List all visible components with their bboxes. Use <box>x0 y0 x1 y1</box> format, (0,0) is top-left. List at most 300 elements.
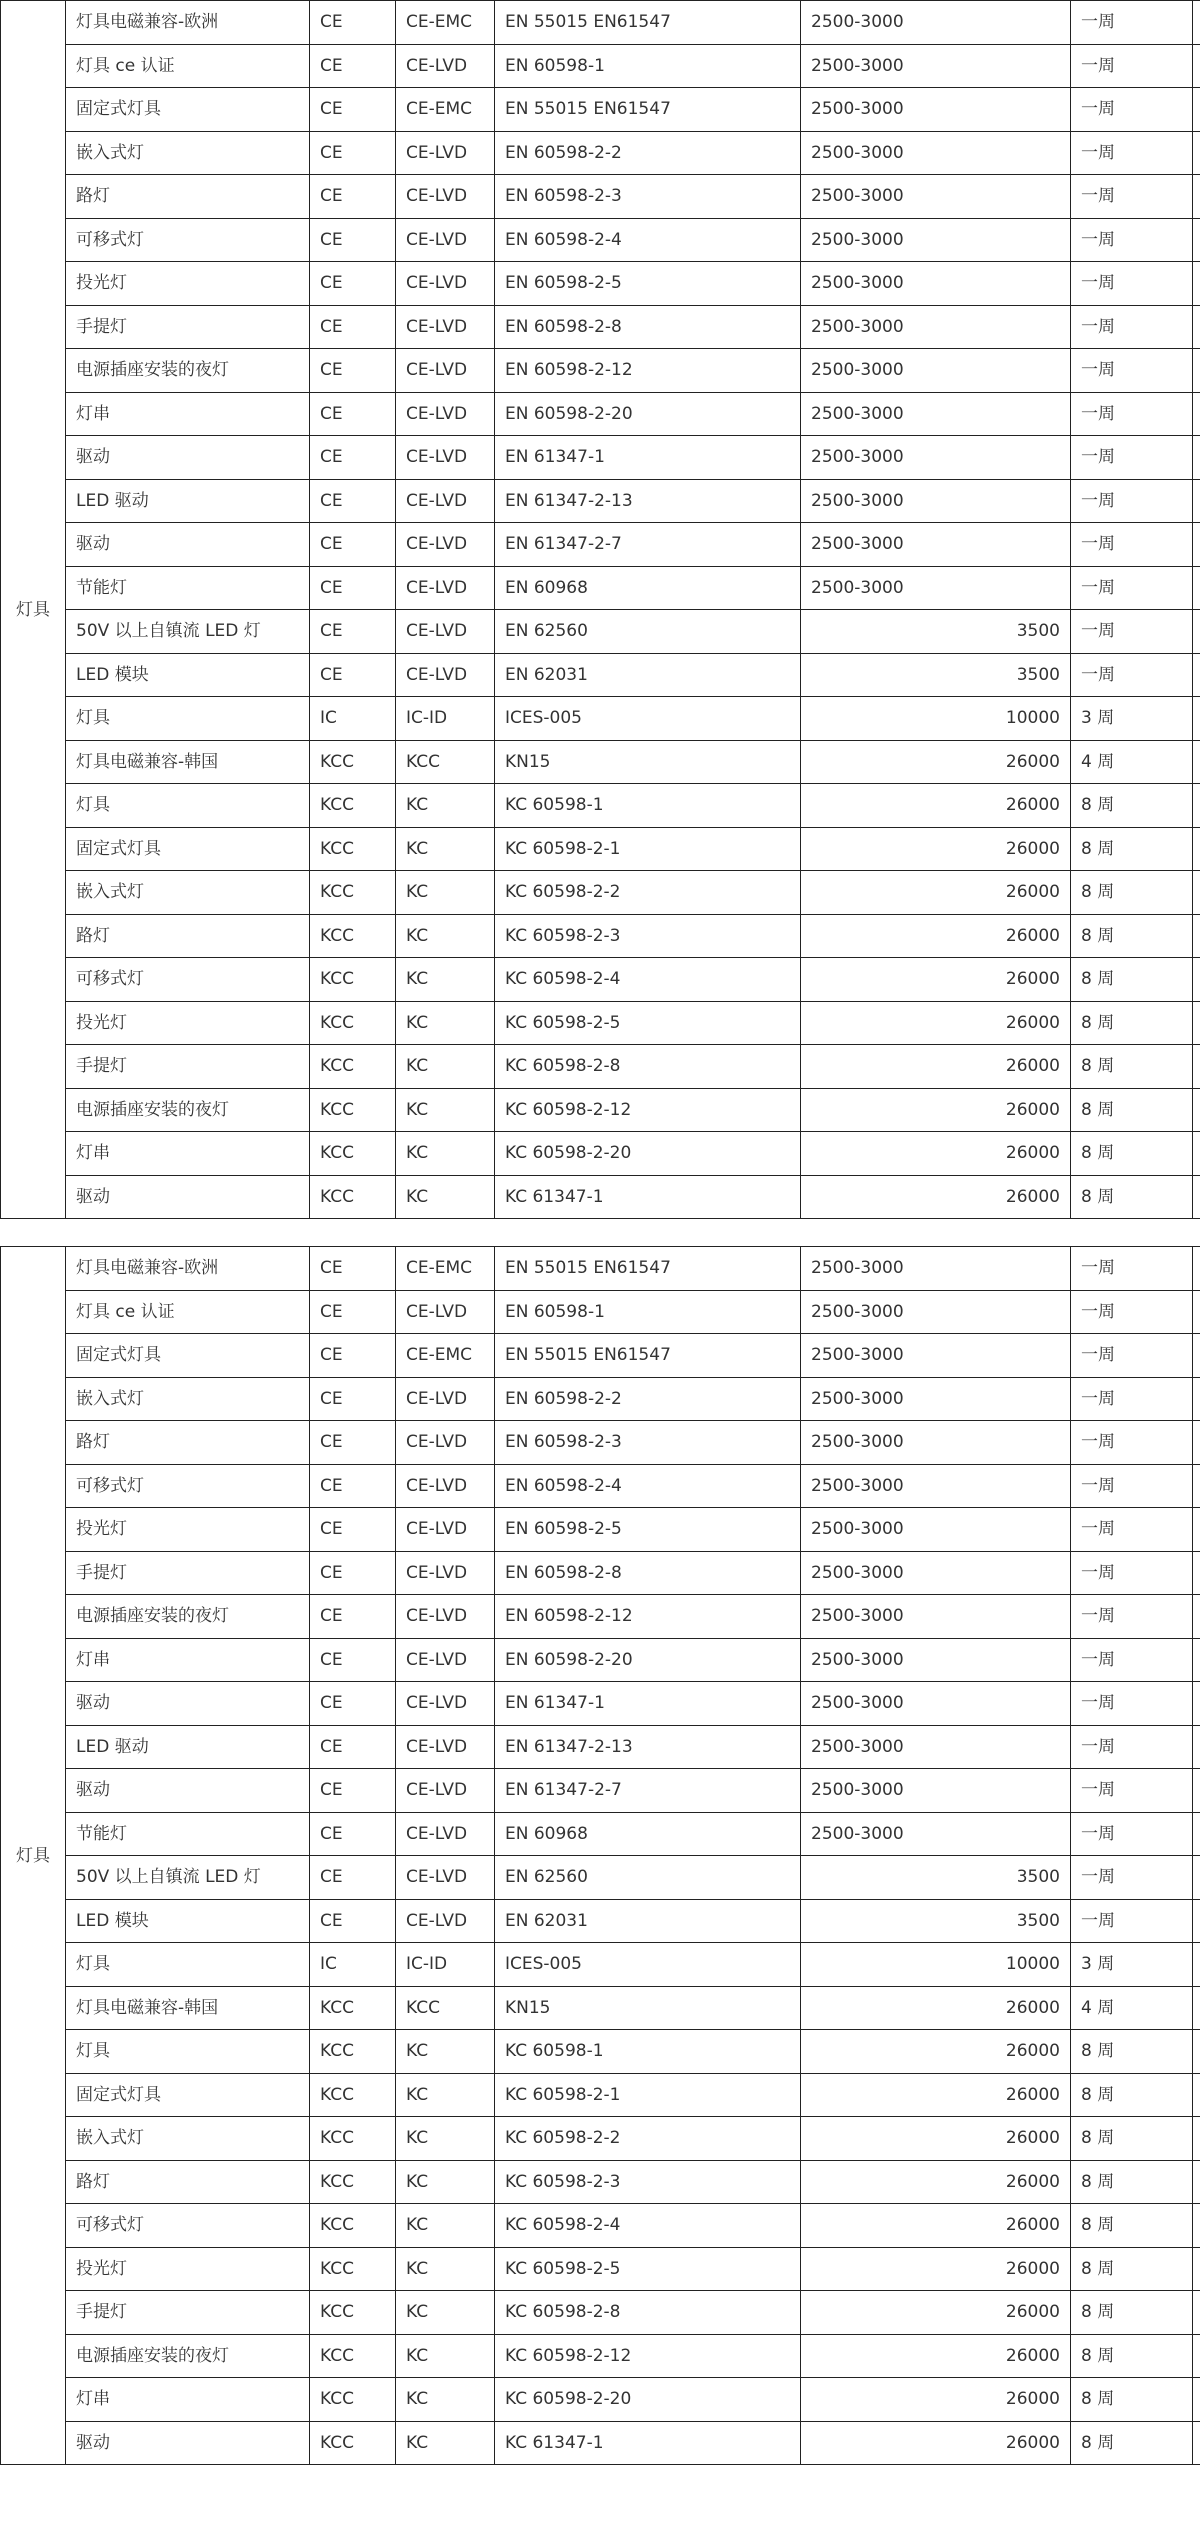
price-cell: 26000 <box>801 2334 1071 2378</box>
trailing-cell <box>1193 218 1200 262</box>
table-row <box>1 44 1200 88</box>
cert-type-cell: CE-LVD <box>396 218 495 262</box>
table-row <box>1 2204 1200 2248</box>
mark-cell: KCC <box>310 2378 396 2422</box>
lead-time-cell: 一周 <box>1071 1856 1193 1900</box>
product-cell: 驱动 <box>66 436 310 480</box>
mark-cell: CE <box>310 392 396 436</box>
standard-cell: KC 60598-2-3 <box>495 2160 801 2204</box>
standard-cell: KC 60598-2-4 <box>495 958 801 1002</box>
standard-cell: KC 61347-1 <box>495 2421 801 2465</box>
table-row <box>1 2030 1200 2074</box>
cert-type-cell: CE-LVD <box>396 1421 495 1465</box>
product-cell: 驱动 <box>66 2421 310 2465</box>
standard-cell: EN 60598-2-5 <box>495 262 801 306</box>
standard-cell: EN 62560 <box>495 610 801 654</box>
table-row <box>1 1132 1200 1176</box>
trailing-cell <box>1193 1377 1200 1421</box>
lead-time-cell: 8 周 <box>1071 958 1193 1002</box>
certification-table-block-2 <box>0 1246 1200 2465</box>
mark-cell: KCC <box>310 2030 396 2074</box>
mark-cell: CE <box>310 349 396 393</box>
standard-cell: EN 60598-2-3 <box>495 1421 801 1465</box>
price-cell: 2500-3000 <box>801 1682 1071 1726</box>
cert-type-cell: KC <box>396 1175 495 1219</box>
table-row <box>1 305 1200 349</box>
table-row <box>1 1638 1200 1682</box>
mark-cell: CE <box>310 88 396 132</box>
cert-type-cell: CE-LVD <box>396 566 495 610</box>
trailing-cell <box>1193 1045 1200 1089</box>
cert-type-cell: CE-EMC <box>396 1 495 45</box>
trailing-cell <box>1193 1682 1200 1726</box>
price-cell: 3500 <box>801 653 1071 697</box>
standard-cell: KC 60598-2-3 <box>495 914 801 958</box>
trailing-cell <box>1193 392 1200 436</box>
product-cell: 手提灯 <box>66 1551 310 1595</box>
cert-type-cell: CE-LVD <box>396 44 495 88</box>
lead-time-cell: 一周 <box>1071 610 1193 654</box>
cert-type-cell: KC <box>396 2247 495 2291</box>
trailing-cell <box>1193 2378 1200 2422</box>
trailing-cell <box>1193 1551 1200 1595</box>
trailing-cell <box>1193 349 1200 393</box>
trailing-cell <box>1193 1088 1200 1132</box>
table-row <box>1 1175 1200 1219</box>
lead-time-cell: 一周 <box>1071 1551 1193 1595</box>
cert-type-cell: CE-LVD <box>396 1856 495 1900</box>
cert-type-cell: CE-LVD <box>396 523 495 567</box>
cert-type-cell: CE-LVD <box>396 1638 495 1682</box>
cert-type-cell: CE-LVD <box>396 131 495 175</box>
trailing-cell <box>1193 1856 1200 1900</box>
lead-time-cell: 一周 <box>1071 1421 1193 1465</box>
lead-time-cell: 一周 <box>1071 1638 1193 1682</box>
trailing-cell <box>1193 1508 1200 1552</box>
trailing-cell <box>1193 1812 1200 1856</box>
table-row <box>1 1856 1200 1900</box>
price-cell: 3500 <box>801 1899 1071 1943</box>
cert-type-cell: KC <box>396 827 495 871</box>
lead-time-cell: 8 周 <box>1071 2204 1193 2248</box>
price-cell: 2500-3000 <box>801 479 1071 523</box>
table-row <box>1 392 1200 436</box>
price-cell: 2500-3000 <box>801 1421 1071 1465</box>
lead-time-cell: 一周 <box>1071 349 1193 393</box>
table-row <box>1 958 1200 1002</box>
product-cell: 电源插座安装的夜灯 <box>66 349 310 393</box>
product-cell: 嵌入式灯 <box>66 2117 310 2161</box>
product-cell: 50V 以上自镇流 LED 灯 <box>66 610 310 654</box>
standard-cell: EN 60598-2-2 <box>495 1377 801 1421</box>
standard-cell: EN 55015 EN61547 <box>495 1334 801 1378</box>
price-cell: 26000 <box>801 2073 1071 2117</box>
mark-cell: KCC <box>310 2421 396 2465</box>
product-cell: 手提灯 <box>66 305 310 349</box>
trailing-cell <box>1193 1769 1200 1813</box>
price-cell: 26000 <box>801 1986 1071 2030</box>
price-cell: 26000 <box>801 958 1071 1002</box>
lead-time-cell: 一周 <box>1071 1464 1193 1508</box>
lead-time-cell: 8 周 <box>1071 2247 1193 2291</box>
standard-cell: KC 60598-1 <box>495 2030 801 2074</box>
table-row <box>1 131 1200 175</box>
price-cell: 3500 <box>801 1856 1071 1900</box>
standard-cell: EN 61347-2-7 <box>495 1769 801 1813</box>
mark-cell: KCC <box>310 2117 396 2161</box>
trailing-cell <box>1193 1175 1200 1219</box>
mark-cell: CE <box>310 1682 396 1726</box>
trailing-cell <box>1193 1001 1200 1045</box>
trailing-cell <box>1193 697 1200 741</box>
table-row <box>1 523 1200 567</box>
standard-cell: EN 60598-1 <box>495 1290 801 1334</box>
trailing-cell <box>1193 1334 1200 1378</box>
price-cell: 26000 <box>801 2247 1071 2291</box>
standard-cell: EN 60598-1 <box>495 44 801 88</box>
product-cell: 驱动 <box>66 1175 310 1219</box>
lead-time-cell: 一周 <box>1071 1769 1193 1813</box>
cert-type-cell: KC <box>396 2421 495 2465</box>
standard-cell: EN 62560 <box>495 1856 801 1900</box>
product-cell: 灯具 <box>66 1943 310 1987</box>
standard-cell: EN 60968 <box>495 1812 801 1856</box>
mark-cell: CE <box>310 1725 396 1769</box>
product-cell: 灯具电磁兼容-韩国 <box>66 740 310 784</box>
standard-cell: EN 60598-2-4 <box>495 218 801 262</box>
lead-time-cell: 一周 <box>1071 1812 1193 1856</box>
cert-type-cell: CE-LVD <box>396 1551 495 1595</box>
product-cell: 灯串 <box>66 392 310 436</box>
price-cell: 26000 <box>801 914 1071 958</box>
mark-cell: CE <box>310 1247 396 1291</box>
lead-time-cell: 一周 <box>1071 1377 1193 1421</box>
cert-type-cell: CE-LVD <box>396 1464 495 1508</box>
price-cell: 2500-3000 <box>801 1638 1071 1682</box>
cert-type-cell: KC <box>396 2117 495 2161</box>
lead-time-cell: 8 周 <box>1071 784 1193 828</box>
trailing-cell <box>1193 914 1200 958</box>
table-row <box>1 2334 1200 2378</box>
price-cell: 26000 <box>801 2291 1071 2335</box>
lead-time-cell: 一周 <box>1071 566 1193 610</box>
product-cell: 灯串 <box>66 1132 310 1176</box>
cert-type-cell: CE-LVD <box>396 1899 495 1943</box>
cert-type-cell: CE-LVD <box>396 479 495 523</box>
product-cell: 固定式灯具 <box>66 1334 310 1378</box>
mark-cell: CE <box>310 305 396 349</box>
price-cell: 26000 <box>801 1001 1071 1045</box>
mark-cell: KCC <box>310 2334 396 2378</box>
table-row <box>1 610 1200 654</box>
trailing-cell <box>1193 305 1200 349</box>
table-row <box>1 697 1200 741</box>
table-row <box>1 2160 1200 2204</box>
product-cell: 灯具电磁兼容-韩国 <box>66 1986 310 2030</box>
mark-cell: CE <box>310 1638 396 1682</box>
mark-cell: CE <box>310 44 396 88</box>
table-row <box>1 2247 1200 2291</box>
product-cell: 可移式灯 <box>66 218 310 262</box>
product-cell: 灯串 <box>66 1638 310 1682</box>
lead-time-cell: 一周 <box>1071 436 1193 480</box>
mark-cell: IC <box>310 697 396 741</box>
standard-cell: KC 60598-2-8 <box>495 2291 801 2335</box>
lead-time-cell: 8 周 <box>1071 1088 1193 1132</box>
price-cell: 26000 <box>801 2160 1071 2204</box>
standard-cell: KC 60598-2-1 <box>495 2073 801 2117</box>
product-cell: 灯具 ce 认证 <box>66 1290 310 1334</box>
mark-cell: CE <box>310 262 396 306</box>
price-cell: 2500-3000 <box>801 88 1071 132</box>
cert-type-cell: IC-ID <box>396 1943 495 1987</box>
lead-time-cell: 一周 <box>1071 1 1193 45</box>
standard-cell: KC 60598-2-12 <box>495 1088 801 1132</box>
certification-table-block-1 <box>0 0 1200 1219</box>
trailing-cell <box>1193 1899 1200 1943</box>
table-row <box>1 1725 1200 1769</box>
cert-type-cell: CE-EMC <box>396 1247 495 1291</box>
cert-type-cell: CE-LVD <box>396 175 495 219</box>
trailing-cell <box>1193 958 1200 1002</box>
mark-cell: CE <box>310 436 396 480</box>
table-row <box>1 1377 1200 1421</box>
mark-cell: CE <box>310 479 396 523</box>
trailing-cell <box>1193 2117 1200 2161</box>
table-row <box>1 1290 1200 1334</box>
trailing-cell <box>1193 1421 1200 1465</box>
cert-type-cell: KC <box>396 871 495 915</box>
lead-time-cell: 8 周 <box>1071 2117 1193 2161</box>
cert-type-cell: CE-LVD <box>396 1508 495 1552</box>
product-cell: 路灯 <box>66 2160 310 2204</box>
table-row <box>1 784 1200 828</box>
table-row <box>1 218 1200 262</box>
standard-cell: EN 60598-2-8 <box>495 305 801 349</box>
price-cell: 26000 <box>801 2378 1071 2422</box>
standard-cell: KC 60598-1 <box>495 784 801 828</box>
mark-cell: KCC <box>310 2247 396 2291</box>
lead-time-cell: 一周 <box>1071 44 1193 88</box>
mark-cell: CE <box>310 1290 396 1334</box>
table-row <box>1 2378 1200 2422</box>
table-row <box>1 1551 1200 1595</box>
mark-cell: CE <box>310 523 396 567</box>
price-cell: 26000 <box>801 1088 1071 1132</box>
price-cell: 2500-3000 <box>801 44 1071 88</box>
standard-cell: ICES-005 <box>495 697 801 741</box>
cert-type-cell: KC <box>396 1088 495 1132</box>
price-cell: 2500-3000 <box>801 218 1071 262</box>
cert-type-cell: CE-LVD <box>396 653 495 697</box>
product-cell: 可移式灯 <box>66 958 310 1002</box>
standard-cell: EN 61347-1 <box>495 436 801 480</box>
mark-cell: CE <box>310 1508 396 1552</box>
table-row <box>1 1682 1200 1726</box>
lead-time-cell: 一周 <box>1071 1508 1193 1552</box>
lead-time-cell: 8 周 <box>1071 2073 1193 2117</box>
cert-type-cell: CE-LVD <box>396 1682 495 1726</box>
standard-cell: KC 60598-2-5 <box>495 2247 801 2291</box>
price-cell: 2500-3000 <box>801 1464 1071 1508</box>
cert-type-cell: KC <box>396 2160 495 2204</box>
table-row <box>1 1943 1200 1987</box>
trailing-cell <box>1193 2334 1200 2378</box>
table-row <box>1 88 1200 132</box>
mark-cell: CE <box>310 1769 396 1813</box>
price-cell: 2500-3000 <box>801 1769 1071 1813</box>
standard-cell: KC 60598-2-1 <box>495 827 801 871</box>
product-cell: 嵌入式灯 <box>66 131 310 175</box>
price-cell: 2500-3000 <box>801 1508 1071 1552</box>
product-cell: 可移式灯 <box>66 2204 310 2248</box>
table-row <box>1 436 1200 480</box>
trailing-cell <box>1193 1247 1200 1291</box>
cert-type-cell: KC <box>396 2204 495 2248</box>
lead-time-cell: 一周 <box>1071 653 1193 697</box>
lead-time-cell: 一周 <box>1071 1247 1193 1291</box>
product-cell: 投光灯 <box>66 2247 310 2291</box>
cert-type-cell: CE-LVD <box>396 1290 495 1334</box>
cert-type-cell: CE-LVD <box>396 1377 495 1421</box>
table-row <box>1 1464 1200 1508</box>
standard-cell: EN 60598-2-20 <box>495 1638 801 1682</box>
lead-time-cell: 8 周 <box>1071 2334 1193 2378</box>
lead-time-cell: 8 周 <box>1071 1001 1193 1045</box>
category-cell: 灯具 <box>1 1247 66 2465</box>
standard-cell: KC 60598-2-12 <box>495 2334 801 2378</box>
price-cell: 26000 <box>801 1175 1071 1219</box>
cert-type-cell: CE-EMC <box>396 88 495 132</box>
price-cell: 2500-3000 <box>801 175 1071 219</box>
price-cell: 2500-3000 <box>801 305 1071 349</box>
mark-cell: KCC <box>310 871 396 915</box>
mark-cell: KCC <box>310 2073 396 2117</box>
cert-type-cell: CE-LVD <box>396 1725 495 1769</box>
price-cell: 26000 <box>801 2421 1071 2465</box>
standard-cell: EN 60598-2-5 <box>495 1508 801 1552</box>
product-cell: 投光灯 <box>66 262 310 306</box>
mark-cell: KCC <box>310 1986 396 2030</box>
product-cell: 灯具电磁兼容-欧洲 <box>66 1247 310 1291</box>
table-row <box>1 1421 1200 1465</box>
price-cell: 26000 <box>801 871 1071 915</box>
product-cell: 驱动 <box>66 523 310 567</box>
trailing-cell <box>1193 262 1200 306</box>
mark-cell: KCC <box>310 740 396 784</box>
mark-cell: KCC <box>310 1045 396 1089</box>
trailing-cell <box>1193 827 1200 871</box>
cert-type-cell: CE-LVD <box>396 1595 495 1639</box>
price-cell: 10000 <box>801 1943 1071 1987</box>
table-row <box>1 2073 1200 2117</box>
lead-time-cell: 一周 <box>1071 88 1193 132</box>
standard-cell: EN 60598-2-3 <box>495 175 801 219</box>
product-cell: 灯具电磁兼容-欧洲 <box>66 1 310 45</box>
trailing-cell <box>1193 2421 1200 2465</box>
standard-cell: EN 55015 EN61547 <box>495 1247 801 1291</box>
product-cell: 驱动 <box>66 1682 310 1726</box>
price-cell: 2500-3000 <box>801 523 1071 567</box>
lead-time-cell: 一周 <box>1071 1290 1193 1334</box>
lead-time-cell: 一周 <box>1071 131 1193 175</box>
lead-time-cell: 8 周 <box>1071 2160 1193 2204</box>
lead-time-cell: 8 周 <box>1071 871 1193 915</box>
mark-cell: CE <box>310 131 396 175</box>
trailing-cell <box>1193 131 1200 175</box>
trailing-cell <box>1193 1943 1200 1987</box>
trailing-cell <box>1193 2073 1200 2117</box>
lead-time-cell: 8 周 <box>1071 2030 1193 2074</box>
table-row <box>1 2421 1200 2465</box>
trailing-cell <box>1193 1 1200 45</box>
price-cell: 3500 <box>801 610 1071 654</box>
standard-cell: EN 55015 EN61547 <box>495 1 801 45</box>
mark-cell: CE <box>310 1334 396 1378</box>
mark-cell: CE <box>310 218 396 262</box>
lead-time-cell: 8 周 <box>1071 1045 1193 1089</box>
mark-cell: KCC <box>310 1088 396 1132</box>
product-cell: 固定式灯具 <box>66 88 310 132</box>
cert-type-cell: CE-LVD <box>396 392 495 436</box>
product-cell: 灯具 ce 认证 <box>66 44 310 88</box>
product-cell: 路灯 <box>66 175 310 219</box>
trailing-cell <box>1193 2160 1200 2204</box>
trailing-cell <box>1193 436 1200 480</box>
mark-cell: KCC <box>310 1175 396 1219</box>
table-row <box>1 1001 1200 1045</box>
product-cell: 电源插座安装的夜灯 <box>66 2334 310 2378</box>
product-cell: LED 模块 <box>66 653 310 697</box>
table-row <box>1 827 1200 871</box>
product-cell: 灯具 <box>66 784 310 828</box>
cert-type-cell: KC <box>396 2030 495 2074</box>
table-row <box>1 1595 1200 1639</box>
trailing-cell <box>1193 1638 1200 1682</box>
table-row <box>1 262 1200 306</box>
price-cell: 2500-3000 <box>801 566 1071 610</box>
standard-cell: EN 60598-2-8 <box>495 1551 801 1595</box>
lead-time-cell: 8 周 <box>1071 2291 1193 2335</box>
product-cell: 嵌入式灯 <box>66 871 310 915</box>
price-cell: 2500-3000 <box>801 1725 1071 1769</box>
standard-cell: EN 60598-2-12 <box>495 349 801 393</box>
price-cell: 26000 <box>801 784 1071 828</box>
standard-cell: EN 55015 EN61547 <box>495 88 801 132</box>
product-cell: 嵌入式灯 <box>66 1377 310 1421</box>
product-cell: 固定式灯具 <box>66 827 310 871</box>
trailing-cell <box>1193 2204 1200 2248</box>
mark-cell: KCC <box>310 914 396 958</box>
standard-cell: KC 60598-2-20 <box>495 1132 801 1176</box>
cert-type-cell: IC-ID <box>396 697 495 741</box>
cert-type-cell: KC <box>396 2073 495 2117</box>
lead-time-cell: 8 周 <box>1071 914 1193 958</box>
product-cell: 路灯 <box>66 1421 310 1465</box>
price-cell: 26000 <box>801 1045 1071 1089</box>
trailing-cell <box>1193 610 1200 654</box>
price-cell: 2500-3000 <box>801 1334 1071 1378</box>
table-row <box>1 1088 1200 1132</box>
lead-time-cell: 4 周 <box>1071 740 1193 784</box>
price-cell: 26000 <box>801 2117 1071 2161</box>
standard-cell: KC 60598-2-20 <box>495 2378 801 2422</box>
mark-cell: CE <box>310 1551 396 1595</box>
product-cell: 投光灯 <box>66 1001 310 1045</box>
lead-time-cell: 一周 <box>1071 1725 1193 1769</box>
trailing-cell <box>1193 1290 1200 1334</box>
product-cell: 路灯 <box>66 914 310 958</box>
